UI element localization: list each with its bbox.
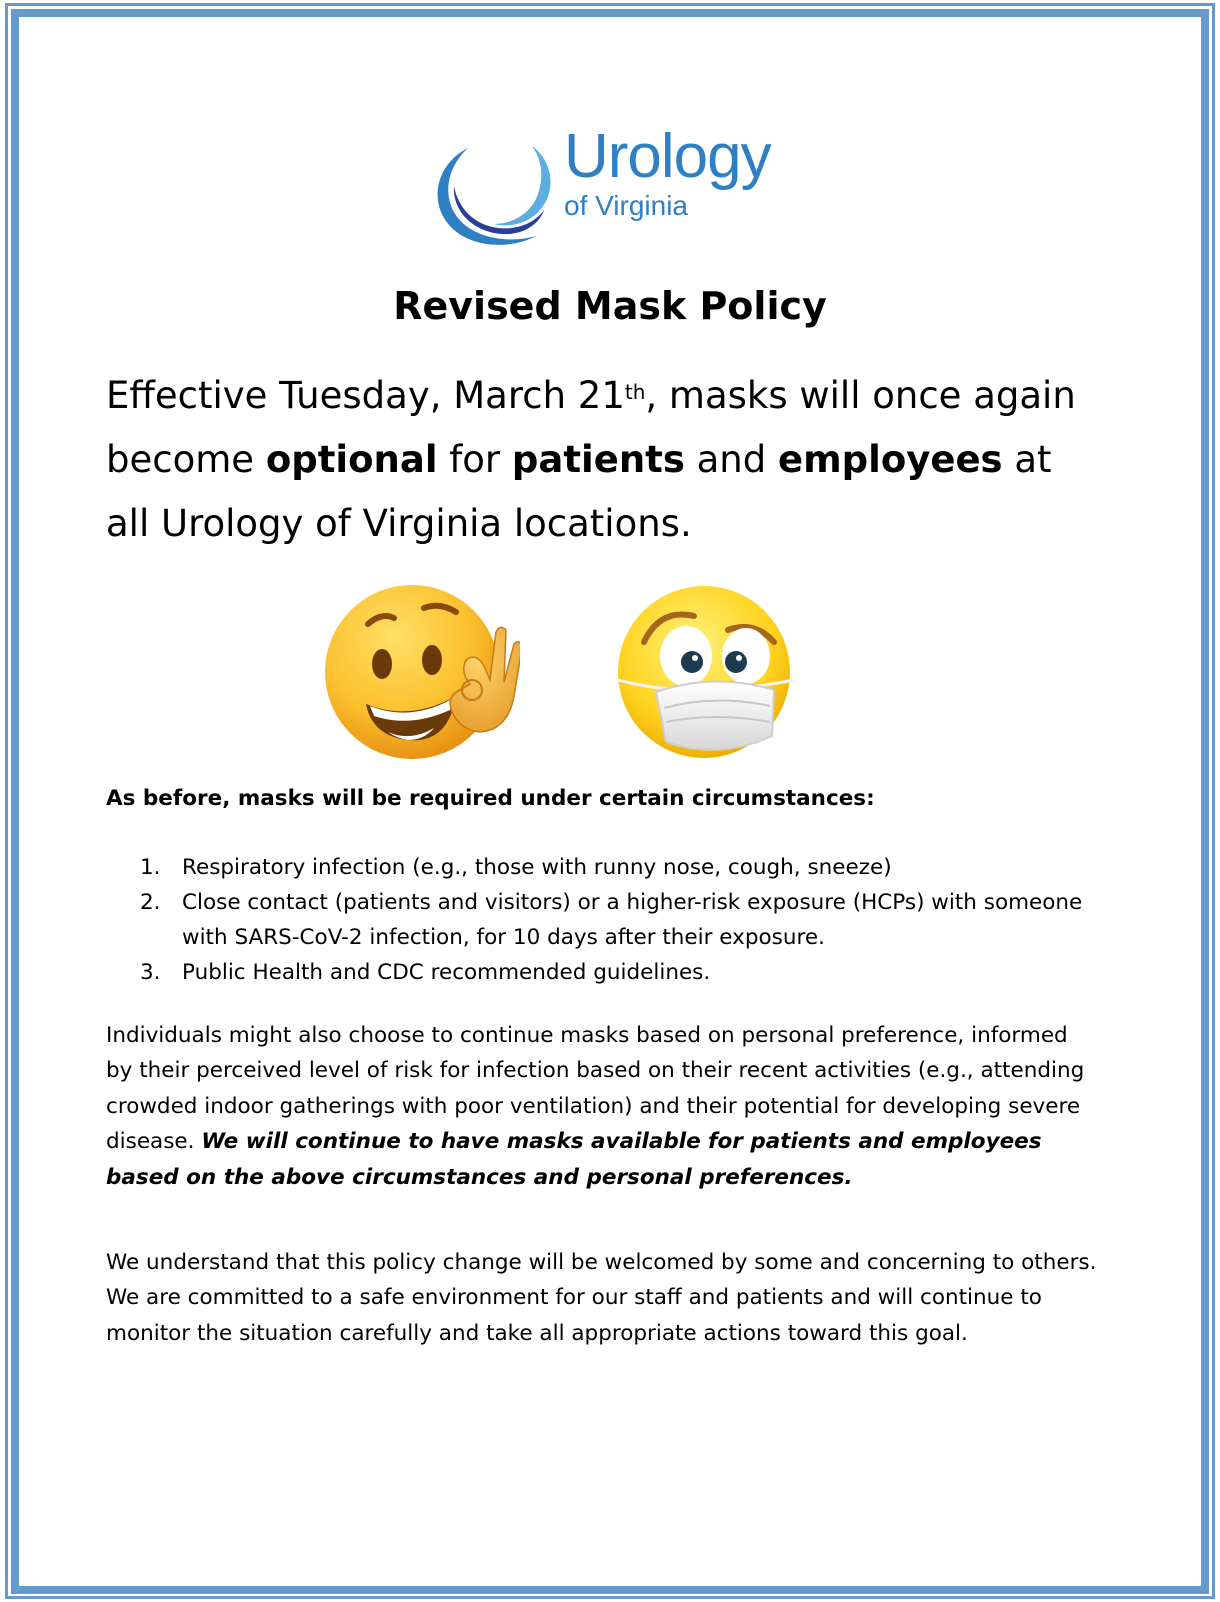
logo-name: Urology — [564, 122, 771, 191]
list-item — [140, 850, 1090, 885]
face-with-medical-mask-icon — [604, 572, 804, 762]
logo-subname: of Virginia — [564, 190, 689, 221]
lead-text-1: Effective Tuesday, March 21 — [106, 374, 625, 417]
lead-and: and — [684, 438, 779, 481]
list-item-number: 2. — [140, 890, 161, 915]
paragraph-text: Individuals might also choose to continue masks based on personal preference, informed by their perceived level of risk for infection based on their recent activities (e.g., attending crowded indoor gatherings with poor ventilation) and their potential for developing severe disease. — [106, 1023, 1085, 1155]
lead-text-3: at all Urology of Virginia locations. — [106, 438, 1052, 545]
closing-paragraph: We understand that this policy change will be welcomed by some and concerning to others. We are committed to a safe environment for our staff and patients and will continue to monitor the situation carefully and take all appropriate actions toward this goal. — [106, 1250, 1097, 1346]
lead-for: for — [437, 438, 512, 481]
paragraph-emphasis: We will continue to have masks available for patients and employees based on the above circumstances and personal preferences. — [106, 1129, 1042, 1190]
list-item-text: Public Health and CDC recommended guidelines. — [182, 960, 711, 985]
lead-patients: patients — [511, 438, 685, 481]
list-item-number: 1. — [140, 855, 161, 880]
list-item-text: Close contact (patients and visitors) or a higher-risk exposure (HCPs) with someone with SARS-CoV-2 infection, for 10 days after their exposure. — [182, 890, 1083, 950]
list-item-number: 3. — [140, 960, 161, 985]
list-item — [140, 885, 1090, 955]
list-item-text: Respiratory infection (e.g., those with runny nose, cough, sneeze) — [182, 855, 892, 880]
urology-of-virginia-logo — [428, 122, 778, 250]
page-title: Revised Mask Policy — [393, 284, 827, 328]
lead-announcement — [106, 364, 1106, 556]
requirements-list — [140, 850, 1090, 990]
list-item — [140, 955, 1090, 990]
logo-swoosh-icon — [428, 140, 558, 250]
requirements-heading: As before, masks will be required under certain circumstances: — [106, 786, 875, 811]
emoji-row — [320, 572, 800, 762]
personal-preference-paragraph — [106, 1018, 1096, 1195]
lead-optional: optional — [265, 438, 438, 481]
lead-employees: employees — [778, 438, 1003, 481]
lead-text-2: , masks will once again become — [106, 374, 1076, 481]
ok-hand-smiley-icon — [320, 572, 520, 762]
ordinal-suffix: th — [624, 380, 646, 404]
